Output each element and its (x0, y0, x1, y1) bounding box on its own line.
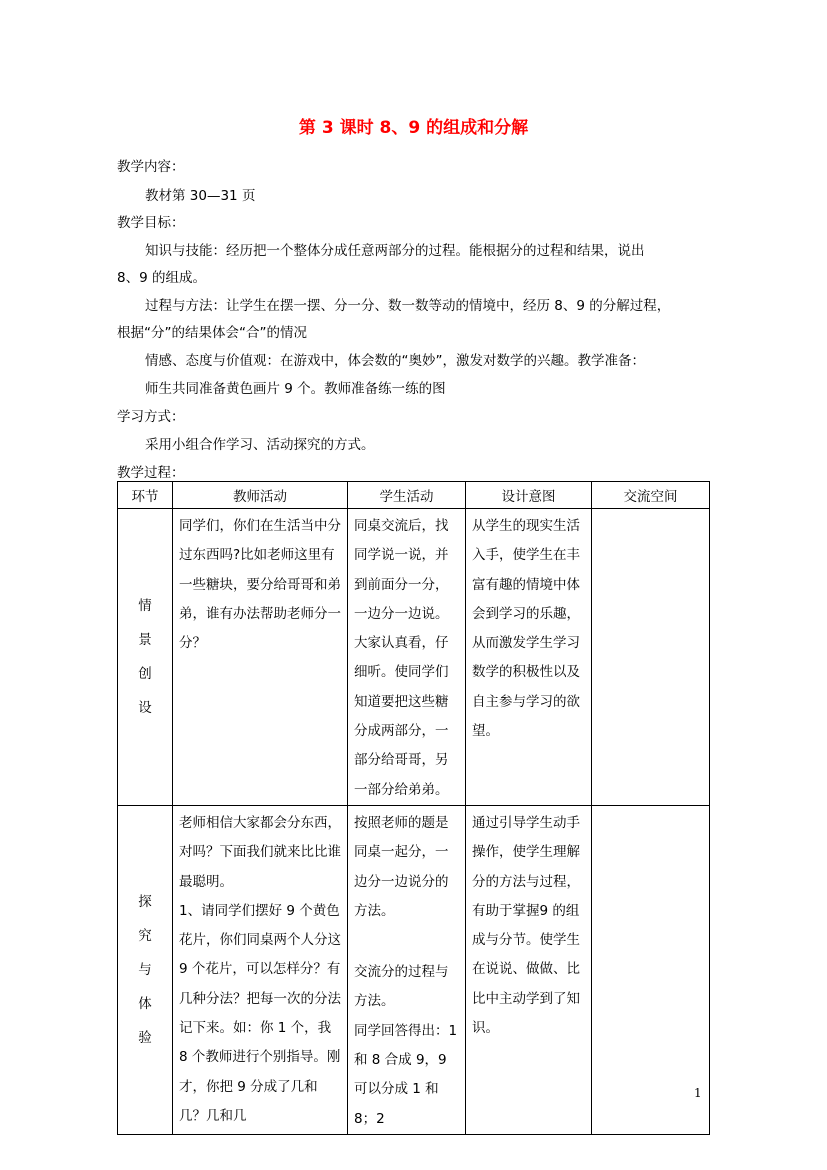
design-intent-cell (466, 805, 592, 1134)
phase-char: 探 (138, 893, 152, 910)
lesson-table (117, 481, 710, 1135)
phase-cell (118, 509, 173, 806)
goal-process-line-2: 根据“分”的结果体会“合”的情况 (117, 325, 307, 341)
exchange-space-text (592, 509, 709, 512)
exchange-space-cell (592, 509, 710, 806)
goal-emotion-line-2: 师生共同准备黄色画片 9 个。教师准备练一练的图 (145, 381, 446, 397)
phase-char: 情 (138, 597, 152, 614)
phase-char: 验 (138, 1029, 152, 1046)
table-row (118, 509, 710, 806)
goal-emotion-line-1: 情感、态度与价值观：在游戏中，体会数的“奥妙”，激发对数学的兴趣。教学准备： (145, 353, 645, 369)
student-activity-text: 按照老师的题是同桌一起分，一边分一边说分的方法。 (354, 814, 449, 919)
header-exchange-space: 交流空间 (592, 482, 710, 509)
phase-cell (118, 805, 173, 1134)
student-activity-cell (348, 805, 466, 1134)
phase-char: 创 (138, 665, 152, 682)
exchange-space-cell (592, 805, 710, 1134)
page-title: 第 3 课时 8、9 的组成和分解 (298, 118, 529, 138)
goal-knowledge-line-2: 8、9 的组成。 (117, 270, 206, 286)
student-activity-text: 同桌交流后，找同学说一说，并到前面分一分，一边分一边说。大家认真看，仔细听。使同学们知道要把这些糖分成两部分，一部分给哥哥，另一部分给弟弟。 (354, 518, 449, 798)
method-text: 采用小组合作学习、活动探究的方式。 (145, 437, 375, 453)
phase-char: 景 (138, 631, 152, 648)
design-intent-cell (466, 509, 592, 806)
header-student-activity: 学生活动 (348, 482, 466, 509)
goal-knowledge-line-1: 知识与技能：经历把一个整体分成任意两部分的过程。能根据分的过程和结果，说出 (145, 243, 645, 259)
content-text: 教材第 30—31 页 (145, 188, 256, 204)
process-heading: 教学过程： (117, 465, 185, 481)
method-heading: 学习方式： (117, 409, 185, 425)
teacher-activity-text: 同学们，你们在生活当中分过东西吗?比如老师这里有一些糖块，要分给哥哥和弟弟，谁有办法帮助老师分一分？ (179, 518, 341, 652)
header-teacher-activity: 教师活动 (173, 482, 348, 509)
student-activity-text: 交流分的过程与方法。 同学回答得出：1 和 8 合成 9，9 可以分成 1 和 8；2 (354, 964, 458, 1127)
student-activity-cell (348, 509, 466, 806)
goal-process-line-1: 过程与方法：让学生在摆一摆、分一分、数一数等动的情境中，经历 8、9 的分解过程， (145, 298, 671, 314)
header-design-intent: 设计意图 (466, 482, 592, 509)
phase-char: 与 (138, 961, 152, 978)
phase-char: 究 (138, 927, 152, 944)
page-number: 1 (694, 1086, 702, 1100)
content-heading: 教学内容： (117, 159, 185, 175)
table-header-row (118, 482, 710, 509)
teacher-activity-text: 老师相信大家都会分东西，对吗？下面我们就来比比谁最聪明。 1、请同学们摆好 9 个黄色花片，你们同桌两个人分这 9 个花片，可以怎样分？有几种分法？把每一次的分法记下来。如：你 1 个，我 8 个教师进行个别指导。刚才，你把 9 分成了几和几？几和几 (179, 814, 341, 1124)
header-phase: 环节 (118, 482, 173, 509)
teacher-activity-cell (173, 805, 348, 1134)
phase-char: 设 (138, 699, 152, 716)
design-intent-text: 通过引导学生动手操作，使学生理解分的方法与过程，有助于掌握9 的组成与分节。使学生在说说、做做、比比中主动学到了知识。 (472, 814, 580, 1037)
table-row (118, 805, 710, 1134)
phase-char: 体 (138, 995, 152, 1012)
design-intent-text: 从学生的现实生活入手，使学生在丰富有趣的情境中体会到学习的乐趣，从而激发学生学习数学的积极性以及自主参与学习的欲望。 (472, 518, 580, 740)
teacher-activity-cell (173, 509, 348, 806)
goal-heading: 教学目标： (117, 215, 185, 231)
exchange-space-text (592, 806, 709, 809)
